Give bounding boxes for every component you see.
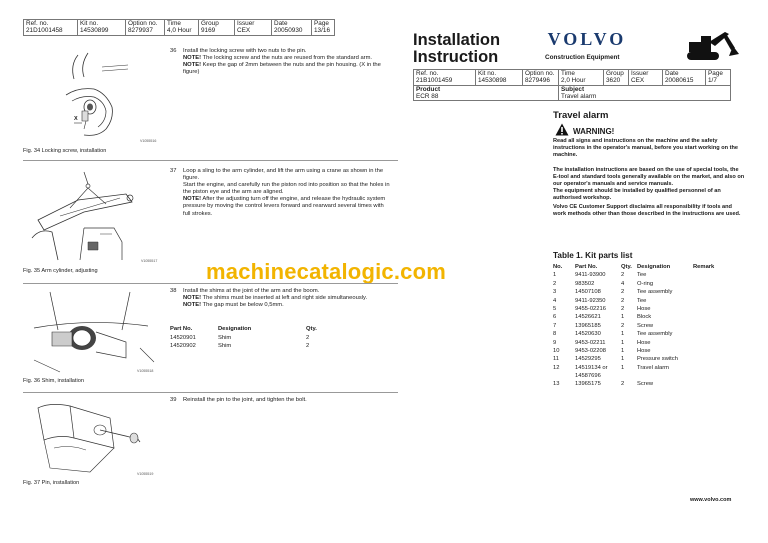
figure-caption: Fig. 37 Pin, installation <box>23 480 80 486</box>
row-no: 13 <box>553 381 560 388</box>
qty: 1 <box>621 314 625 321</box>
header-label: Kit no. <box>476 70 523 78</box>
product-label: Product <box>414 85 559 93</box>
page-value: 1/7 <box>706 77 731 85</box>
row-no: 3 <box>553 289 557 296</box>
time-value: 4,0 Hour <box>165 27 199 35</box>
designation: Shim <box>218 342 232 349</box>
table-row <box>553 289 723 297</box>
warning-text: Read all signs and instructions on the machine and the safety instructions in the operator's manual, before you start working on the machine. <box>553 138 739 158</box>
row-no: 7 <box>553 322 557 329</box>
col-qty: Qty. <box>306 326 317 332</box>
part-no: 14520901 <box>170 335 196 341</box>
designation: O-ring <box>637 280 654 287</box>
header-label: Time <box>559 70 604 78</box>
col-designation: Designation <box>218 326 252 332</box>
col-remark: Remark <box>693 264 715 270</box>
option-no-value: 8279937 <box>126 27 165 35</box>
qty: 2 <box>306 342 310 349</box>
figure-code: V1055519 <box>137 472 154 476</box>
table-row <box>553 323 723 331</box>
volvo-logo <box>542 29 632 50</box>
header-label: Date <box>272 20 312 28</box>
remark <box>693 340 723 348</box>
col-designation: Designation <box>637 264 671 270</box>
left-header-table <box>23 19 335 36</box>
row-no: 11 <box>553 356 560 363</box>
part-no: 14520630 <box>575 331 601 338</box>
step-number: 36 <box>170 48 177 54</box>
remark <box>693 281 723 289</box>
figure-code: V1055518 <box>137 369 154 373</box>
col-part-no: Part No. <box>170 326 193 332</box>
subject-value: Travel alarm <box>559 93 731 101</box>
header-label: Option no. <box>523 70 559 78</box>
header-label: Issuer <box>235 20 272 28</box>
x-gap-label: X <box>74 116 78 122</box>
designation: Shim <box>218 335 232 341</box>
pin-illustration <box>30 398 158 478</box>
qty: 1 <box>621 356 625 363</box>
info-paragraph: Volvo CE Customer Support disclaims all responsibility if tools and work methods other than those described in the instructions are used. <box>553 204 741 217</box>
note-text: The shims must be inserted at left and right side simultaneously. <box>201 295 368 302</box>
row-no <box>553 373 575 381</box>
step-text: Reinstall the pin to the joint, and tighten the bolt. <box>183 397 307 403</box>
table-row <box>170 335 330 343</box>
designation: Travel alarm <box>637 364 669 371</box>
header-label: Issuer <box>629 70 663 78</box>
header-label: Group <box>604 70 629 78</box>
step-text: Install the locking screw with two nuts to the pin. <box>183 48 307 54</box>
excavator-icon-graphic <box>683 28 741 64</box>
qty: 2 <box>621 289 625 296</box>
note-text: The gap must be below 0,5mm. <box>201 302 284 309</box>
warning-triangle-icon <box>555 123 569 136</box>
part-no: 13965185 <box>575 322 601 329</box>
col-part-no: Part No. <box>575 264 598 270</box>
table-row <box>553 340 723 348</box>
info-text <box>553 167 745 218</box>
designation: Screw <box>637 381 654 388</box>
figure-code: V1055516 <box>140 139 157 143</box>
figure-36 <box>30 288 158 376</box>
header-label: Option no. <box>126 20 165 28</box>
remark <box>693 306 723 314</box>
table-row <box>553 314 723 322</box>
watermark: machinecatalogic.com <box>206 259 446 284</box>
info-paragraph: The installation instructions are based on the use of special tools, the E-tool and standard tools generally available on the market, and also on our operator's manuals and service manuals. <box>553 167 745 187</box>
remark <box>693 348 723 356</box>
note-label: NOTE! <box>183 295 202 302</box>
locking-screw-illustration <box>58 49 156 147</box>
remark <box>693 314 723 322</box>
section-divider <box>23 160 398 161</box>
right-header-table <box>413 69 731 101</box>
remark <box>693 272 723 280</box>
volvo-wordmark: VOLVO <box>547 29 627 49</box>
shim-table <box>170 326 330 350</box>
kit-no-value: 14530899 <box>78 27 126 35</box>
row-no: 12 <box>553 364 560 371</box>
row-no: 5 <box>553 305 557 312</box>
remark <box>693 298 723 306</box>
designation: Hose <box>637 347 651 354</box>
col-qty: Qty. <box>621 264 632 270</box>
step-36 <box>170 48 390 76</box>
designation <box>637 373 693 381</box>
col-no: No. <box>553 264 563 270</box>
qty: 1 <box>621 331 625 338</box>
table-row <box>553 331 723 339</box>
figure-caption: Fig. 35 Arm cylinder, adjusting <box>23 268 98 274</box>
step-number: 37 <box>170 168 177 174</box>
designation: Hose <box>637 339 651 346</box>
remark <box>693 289 723 297</box>
kit-table-title: Table 1. Kit parts list <box>553 251 633 260</box>
option-no-value: 8279496 <box>523 77 559 85</box>
figure-35 <box>30 168 160 266</box>
header-label: Ref. no. <box>414 70 476 78</box>
section-divider <box>23 283 398 284</box>
table-row <box>553 348 723 356</box>
note-text: The locking screw and the nuts are reused from the standard arm. <box>201 55 373 62</box>
date-value: 20080615 <box>663 77 706 85</box>
row-no: 8 <box>553 331 557 338</box>
step-number: 39 <box>170 397 177 403</box>
step-37 <box>170 168 392 218</box>
note-label: NOTE! <box>183 55 202 62</box>
qty: 2 <box>621 272 625 279</box>
time-value: 2,0 Hour <box>559 77 604 85</box>
qty: 2 <box>621 322 625 329</box>
designation: Hose <box>637 305 651 312</box>
table-row <box>553 281 723 289</box>
part-no: 14526621 <box>575 314 601 321</box>
header-label: Group <box>199 20 235 28</box>
remark <box>693 356 723 364</box>
figure-34 <box>58 49 156 147</box>
row-no: 9 <box>553 339 557 346</box>
part-no: 9455-02216 <box>575 305 606 312</box>
step-38 <box>170 288 390 309</box>
group-value: 9169 <box>199 27 235 35</box>
part-no: 983502 <box>575 280 595 287</box>
header-label: Ref. no. <box>24 20 78 28</box>
part-no: 14507108 <box>575 289 601 296</box>
title-line: Installation <box>413 31 501 49</box>
remark <box>693 323 723 331</box>
part-no: 14519134 or <box>575 364 608 371</box>
footer-url: www.volvo.com <box>690 497 732 503</box>
part-no: 9411-93900 <box>575 272 606 279</box>
row-no: 2 <box>553 280 557 287</box>
page-value: 13/16 <box>312 27 335 35</box>
info-paragraph: The equipment should be installed by qualified personnel of an authorised workshop. <box>553 188 721 201</box>
table-row <box>553 272 723 280</box>
remark <box>693 381 723 389</box>
qty <box>621 373 637 381</box>
row-no: 10 <box>553 347 560 354</box>
table-row <box>553 381 723 389</box>
row-no: 1 <box>553 272 557 279</box>
remark <box>693 331 723 339</box>
remark <box>693 373 723 381</box>
step-text: Start the engine, and carefully run the piston rod into position so that the holes in the piston eye and the arm are aligned. <box>183 182 390 196</box>
subject-label: Subject <box>559 85 731 93</box>
remark <box>693 365 723 373</box>
date-value: 20050930 <box>272 27 312 35</box>
excavator-icon <box>683 28 741 69</box>
table-row <box>170 343 330 351</box>
table-row <box>553 356 723 364</box>
table-row <box>553 298 723 306</box>
table-row <box>553 306 723 314</box>
figure-37 <box>30 398 158 478</box>
part-no: 14529295 <box>575 356 601 363</box>
qty: 2 <box>306 335 310 341</box>
note-text: After the adjusting turn off the engine, and release the hydraulic system pressure by moving the control levers forward and rearward several times with full strokes. <box>183 196 386 217</box>
step-number: 38 <box>170 288 177 294</box>
header-label: Page <box>706 70 731 78</box>
brand-subtitle: Construction Equipment <box>545 54 620 61</box>
product-value: ECR 88 <box>414 93 559 101</box>
part-no: 9453-02211 <box>575 339 606 346</box>
row-no: 4 <box>553 297 557 304</box>
part-no: 14587696 <box>575 373 601 380</box>
qty: 1 <box>621 364 625 371</box>
header-label: Page <box>312 20 335 28</box>
qty: 4 <box>621 280 625 287</box>
figure-code: V1055517 <box>141 259 158 263</box>
designation: Pressure switch <box>637 356 678 363</box>
note-label: NOTE! <box>183 62 202 69</box>
table-row <box>553 373 723 381</box>
part-no: 9411-92350 <box>575 297 606 304</box>
part-no: 13965175 <box>575 381 601 388</box>
arm-cylinder-illustration <box>30 168 160 266</box>
note-label: NOTE! <box>183 302 202 309</box>
kit-table-header <box>553 264 723 272</box>
qty: 2 <box>621 297 625 304</box>
qty: 1 <box>621 347 625 354</box>
designation: Tee assembly <box>637 289 673 296</box>
ref-no-value: 21D1001458 <box>24 27 78 35</box>
step-text: Install the shims at the joint of the arm and the boom. <box>183 288 320 294</box>
figure-caption: Fig. 34 Locking screw, installation <box>23 148 107 154</box>
document-title <box>413 32 500 66</box>
note-label: NOTE! <box>183 196 202 203</box>
part-no: 9453-02208 <box>575 347 606 354</box>
step-text: Loop a sling to the arm cylinder, and lift the arm using a crane as shown in the figure. <box>183 168 384 182</box>
row-no: 6 <box>553 314 557 321</box>
issuer-value: CEX <box>629 77 663 85</box>
section-divider <box>23 392 398 393</box>
shim-illustration <box>30 288 158 376</box>
step-39 <box>170 397 390 404</box>
qty: 2 <box>621 381 625 388</box>
designation: Block <box>637 314 652 321</box>
header-label: Time <box>165 20 199 28</box>
part-no: 14520902 <box>170 342 196 349</box>
ref-no-value: 21B1001459 <box>414 77 476 85</box>
title-line: Instruction <box>413 48 499 66</box>
figure-caption: Fig. 36 Shim, installation <box>23 378 84 384</box>
note-text: Keep the gap of 2mm between the nuts and the pin housing. (X in the figure) <box>183 62 381 76</box>
header-label: Date <box>663 70 706 78</box>
shim-table-header <box>170 326 330 335</box>
kit-no-value: 14530898 <box>476 77 523 85</box>
table-row <box>553 365 723 373</box>
designation: Tee <box>637 272 647 279</box>
section-title: Travel alarm <box>553 110 609 121</box>
kit-parts-table <box>553 264 723 390</box>
qty: 1 <box>621 339 625 346</box>
designation: Tee <box>637 297 647 304</box>
header-label: Kit no. <box>78 20 126 28</box>
warning-title: WARNING! <box>573 127 615 136</box>
designation: Screw <box>637 322 654 329</box>
qty: 2 <box>621 305 625 312</box>
group-value: 3620 <box>604 77 629 85</box>
issuer-value: CEX <box>235 27 272 35</box>
designation: Tee assembly <box>637 331 673 338</box>
